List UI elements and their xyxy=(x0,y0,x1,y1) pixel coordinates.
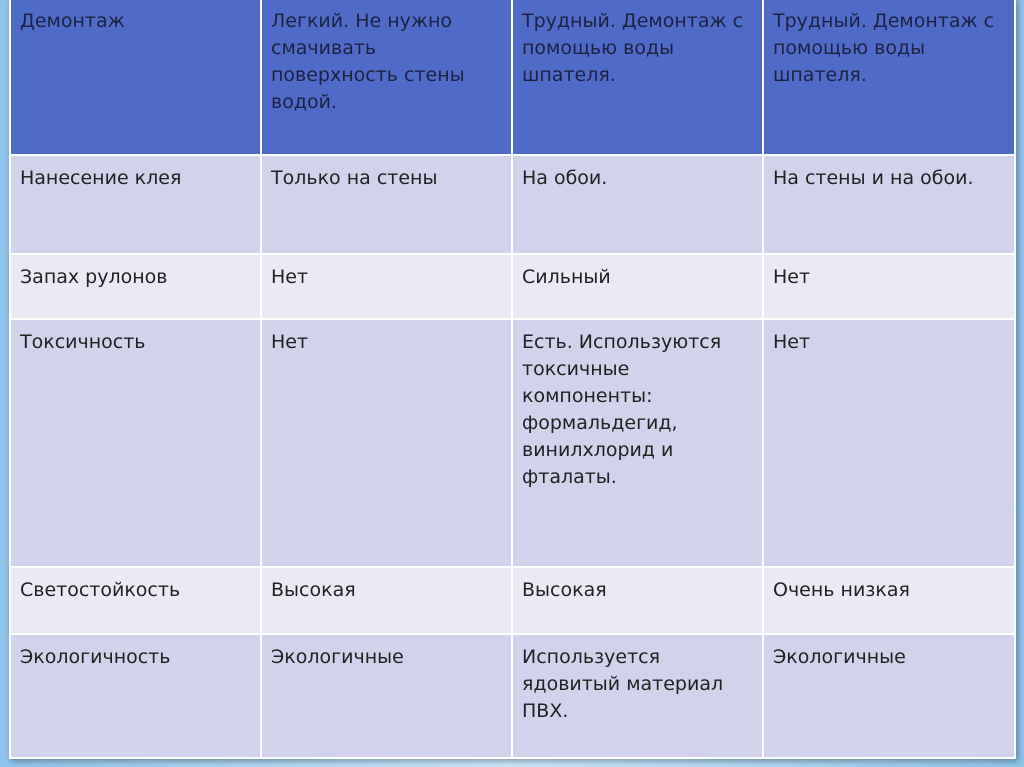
table-row xyxy=(10,634,1015,758)
table-cell: Используется ядовитый материал ПВХ. xyxy=(512,634,763,758)
table-row xyxy=(10,567,1015,634)
table-cell: Нет xyxy=(261,254,512,319)
table-cell: Нет xyxy=(763,319,1015,567)
header-cell: Легкий. Не нужно смачивать поверхность стены водой. xyxy=(261,0,512,155)
table-cell: Есть. Используются токсичные компоненты: формальдегид, винилхлорид и фталаты. xyxy=(512,319,763,567)
table-cell: Нет xyxy=(261,319,512,567)
table-cell: Высокая xyxy=(261,567,512,634)
table-row xyxy=(10,254,1015,319)
header-cell: Трудный. Демонтаж с помощью воды шпателя. xyxy=(512,0,763,155)
table-cell: Очень низкая xyxy=(763,567,1015,634)
header-cell: Трудный. Демонтаж с помощью воды шпателя. xyxy=(763,0,1015,155)
table-row xyxy=(10,319,1015,567)
row-label: Экологичность xyxy=(10,634,261,758)
table-cell: На обои. xyxy=(512,155,763,254)
table-cell: Экологичные xyxy=(763,634,1015,758)
table-cell: Только на стены xyxy=(261,155,512,254)
row-label: Светостойкость xyxy=(10,567,261,634)
row-label: Нанесение клея xyxy=(10,155,261,254)
row-label: Запах рулонов xyxy=(10,254,261,319)
table-cell: Сильный xyxy=(512,254,763,319)
table-header-row xyxy=(10,0,1015,155)
table-row xyxy=(10,155,1015,254)
table-cell: Экологичные xyxy=(261,634,512,758)
row-label: Токсичность xyxy=(10,319,261,567)
header-cell: Демонтаж xyxy=(10,0,261,155)
table-cell: Нет xyxy=(763,254,1015,319)
table-cell: На стены и на обои. xyxy=(763,155,1015,254)
comparison-table xyxy=(9,0,1016,759)
table-cell: Высокая xyxy=(512,567,763,634)
